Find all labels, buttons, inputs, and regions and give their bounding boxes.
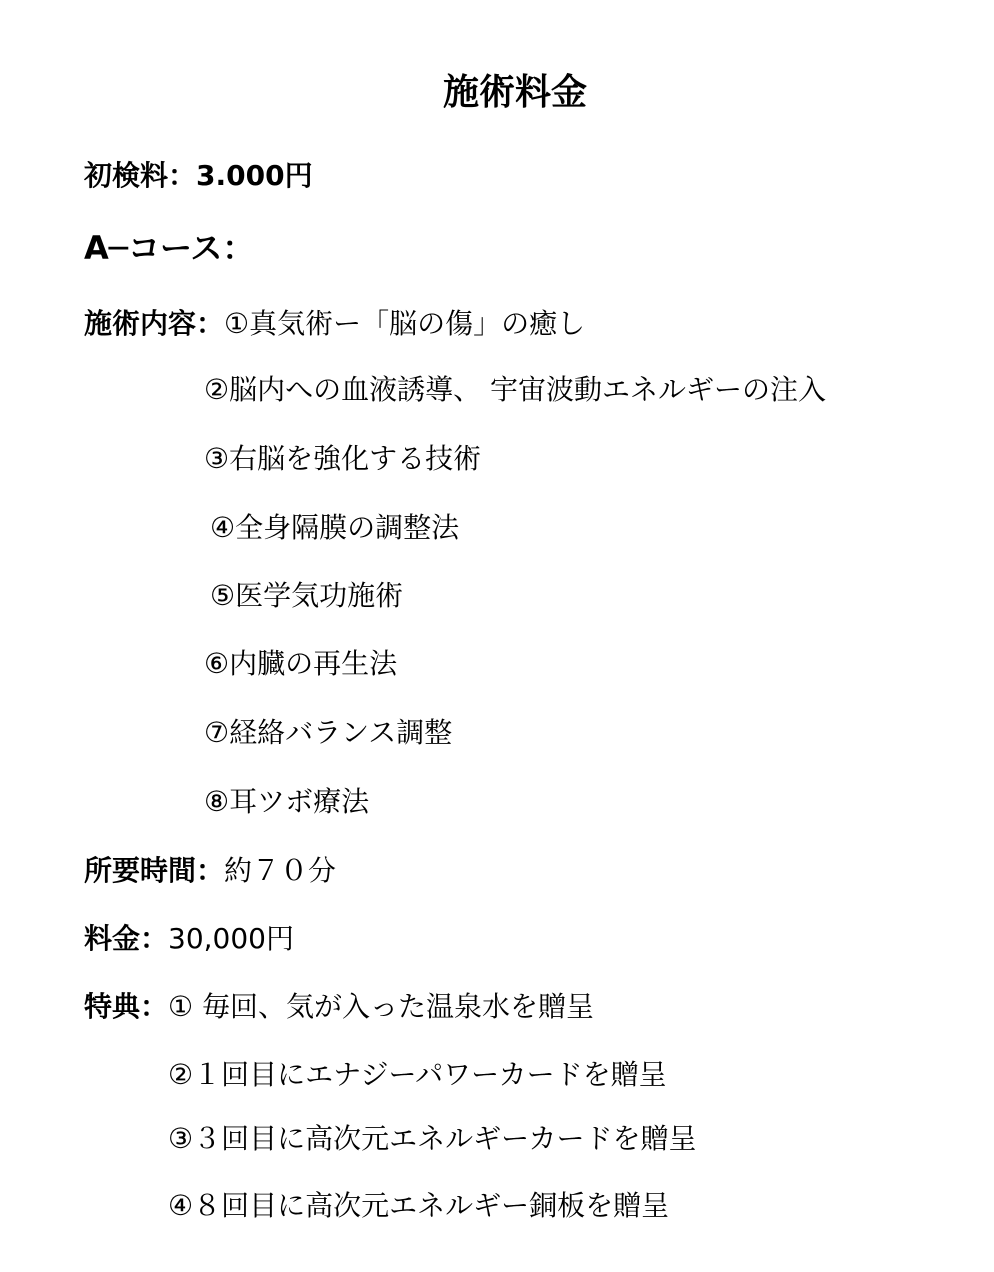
treatment-item-2: ②脳内への血液誘導、 宇宙波動エネルギーの注入 (204, 373, 827, 406)
fee-label: 料金： (84, 922, 169, 955)
benefit-item-2: ②１回目にエナジーパワーカードを贈呈 (168, 1058, 667, 1091)
duration-row (84, 851, 336, 891)
duration-value: 約７０分 (224, 854, 337, 887)
initial-fee-row (84, 156, 313, 196)
treatment-item-1: ①真気術ー「脳の傷」の癒し (224, 307, 586, 340)
benefit-item-4: ④８回目に高次元エネルギー銅板を贈呈 (168, 1189, 670, 1222)
benefit-item-1: ① 毎回、気が入った温泉水を贈呈 (168, 990, 595, 1023)
treatment-label: 施術内容： (84, 307, 225, 340)
fee-row (84, 919, 294, 959)
treatment-item-3: ③右脳を強化する技術 (204, 442, 482, 475)
initial-fee-value: 3.000円 (196, 159, 313, 192)
treatment-item-6: ⑥内臓の再生法 (204, 647, 398, 680)
page-title: 施術料金 (442, 72, 587, 113)
treatment-item-5: ⑤医学気功施術 (210, 579, 404, 612)
treatment-item-8: ⑧耳ツボ療法 (204, 785, 370, 818)
initial-fee-label: 初検料： (84, 159, 197, 192)
duration-label: 所要時間： (84, 854, 225, 887)
treatment-item-7: ⑦経絡バランス調整 (204, 716, 453, 749)
treatment-row (84, 304, 585, 344)
fee-value: 30,000円 (168, 922, 294, 955)
benefits-label: 特典： (84, 990, 169, 1023)
benefit-item-3: ③３回目に高次元エネルギーカードを贈呈 (168, 1122, 697, 1155)
benefits-row (84, 987, 594, 1027)
course-heading: A─コース： (84, 229, 255, 267)
treatment-item-4: ④全身隔膜の調整法 (210, 511, 460, 544)
